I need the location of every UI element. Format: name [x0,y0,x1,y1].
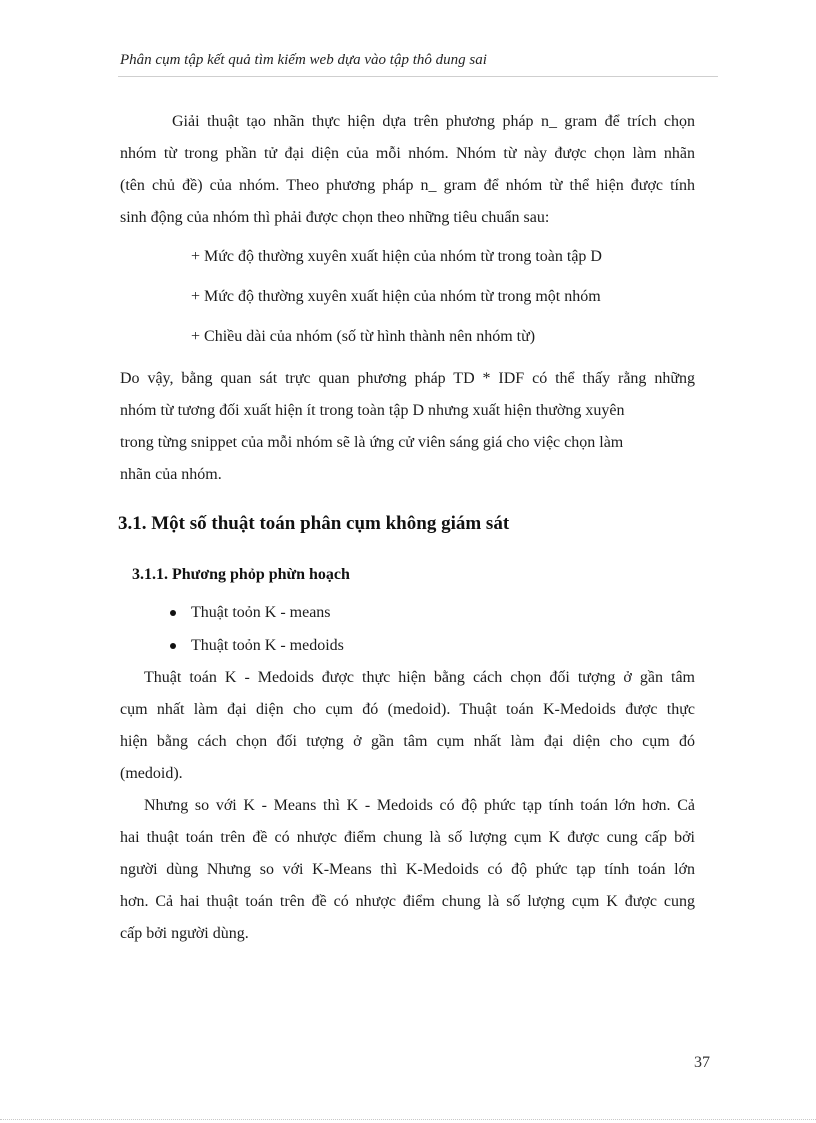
paragraph-line: hiện bằng cách chọn đối tượng ở gần tâm cụm nhất làm đại diện cho cụm đó [120,733,695,750]
section-heading: 3.1. Một số thuật toán phân cụm không giám sát [118,513,510,534]
criteria-item: + Chiều dài của nhóm (số từ hình thành nên nhóm từ) [191,328,536,345]
paragraph-line: Thuật toán K - Medoids được thực hiện bằng cách chọn đối tượng ở gần tâm [144,669,695,686]
subsection-heading: 3.1.1. Phương phỏp phừn hoạch [132,566,350,583]
paragraph-line: (medoid). [120,765,183,782]
paragraph-line: hơn. Cả hai thuật toán trên đề có nhược điểm chung là số lượng cụm K được cung [120,893,695,910]
bullet-dot-icon [170,610,176,616]
page-bottom-border [0,1119,816,1120]
paragraph-line: người dùng Nhưng so với K-Means thì K-Medoids có độ phức tạp tính toán lớn [120,861,695,878]
paragraph-line: cụm nhất làm đại diện cho cụm đó (medoid). Thuật toán K-Medoids được thực [120,701,695,718]
conclusion-line: trong từng snippet của mỗi nhóm sẽ là ứng cử viên sáng giá cho việc chọn làm [120,434,624,451]
intro-line: sinh động của nhóm thì phải được chọn theo những tiêu chuẩn sau: [120,209,550,226]
header-divider [118,76,718,77]
paragraph-line: Nhưng so với K - Means thì K - Medoids có độ phức tạp tính toán lớn hơn. Cả [144,797,695,814]
conclusion-line: nhóm từ tương đối xuất hiện ít trong toàn tập D nhưng xuất hiện thường xuyên [120,402,625,419]
bullet-item: Thuật toỏn K - medoids [191,637,344,654]
intro-line: (tên chủ đề) của nhóm. Theo phương pháp n_ gram để nhóm từ thể hiện được tính [120,177,695,194]
paragraph-line: hai thuật toán trên đề có nhược điểm chung là số lượng cụm K được cung cấp bởi [120,829,695,846]
criteria-item: + Mức độ thường xuyên xuất hiện của nhóm từ trong một nhóm [191,288,601,305]
intro-line: nhóm từ trong phần tử đại diện của mỗi nhóm. Nhóm từ này được chọn làm nhãn [120,145,695,162]
page-number: 37 [694,1054,710,1071]
paragraph-line: cấp bởi người dùng. [120,925,249,942]
running-header: Phân cụm tập kết quả tìm kiếm web dựa vào tập thô dung sai [120,52,487,68]
intro-line: Giải thuật tạo nhãn thực hiện dựa trên phương pháp n_ gram để trích chọn [172,113,695,130]
conclusion-line: Do vậy, bằng quan sát trực quan phương pháp TD * IDF có thể thấy rằng những [120,370,695,387]
bullet-item: Thuật toỏn K - means [191,604,331,621]
conclusion-line: nhãn của nhóm. [120,466,222,483]
bullet-dot-icon [170,643,176,649]
criteria-item: + Mức độ thường xuyên xuất hiện của nhóm từ trong toàn tập D [191,248,602,265]
